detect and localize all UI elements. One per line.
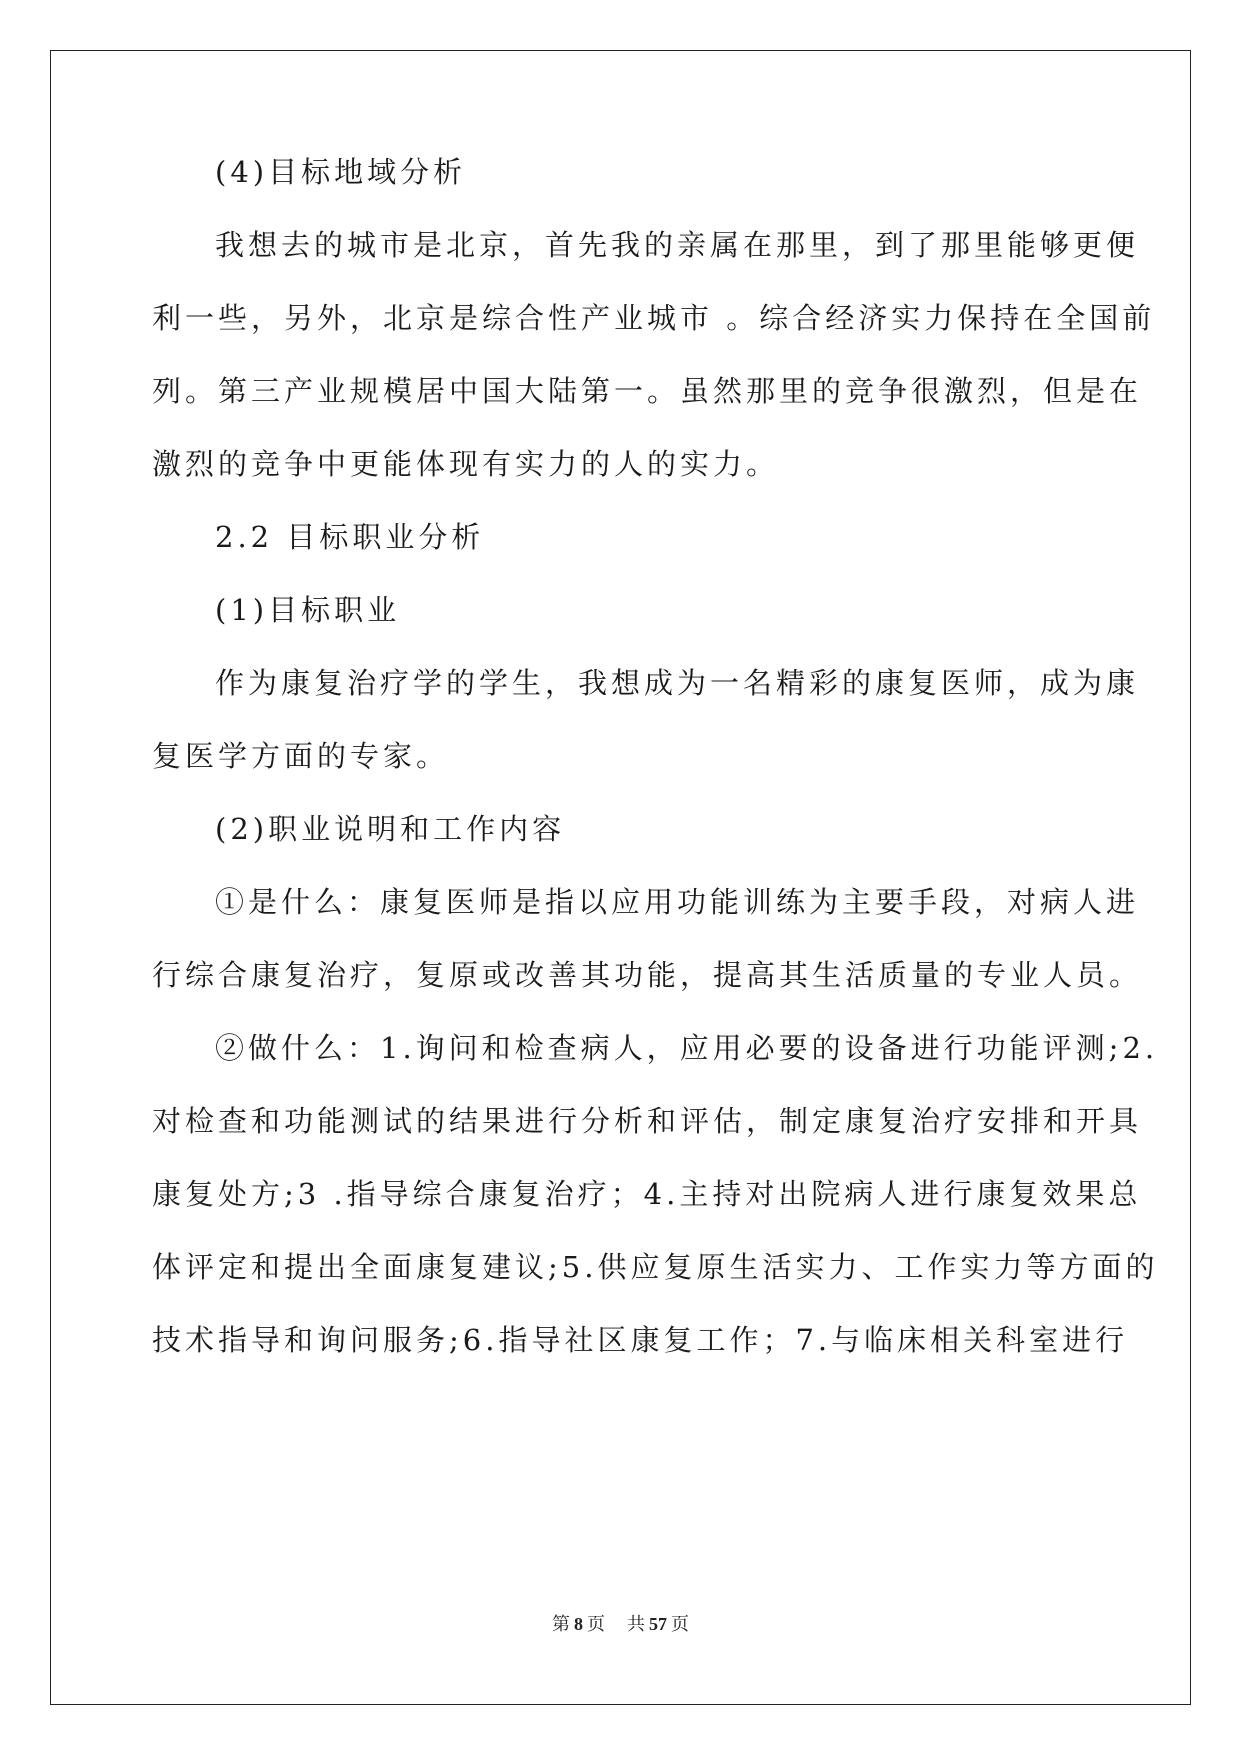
paragraph-line: 作为康复治疗学的学生，我想成为一名精彩的康复医师，成为康 <box>215 666 1140 700</box>
heading-target-region: (4)目标地域分析 <box>215 155 467 189</box>
paragraph-line: ②做什么：1.询问和检查病人，应用必要的设备进行功能评测;2. <box>215 1031 1159 1065</box>
subheading-job-description: (2)职业说明和工作内容 <box>215 812 566 846</box>
total-pages-number: 57 <box>649 1614 667 1634</box>
paragraph-line: ①是什么：康复医师是指以应用功能训练为主要手段，对病人进 <box>215 885 1140 919</box>
page-footer <box>0 1612 1241 1636</box>
paragraph-line: 列。第三产业规模居中国大陆第一。虽然那里的竞争很激烈，但是在 <box>152 374 1143 408</box>
paragraph-line: 技术指导和询问服务;6.指导社区康复工作；7.与临床相关科室进行 <box>152 1323 1129 1357</box>
footer-total-suffix: 页 <box>671 1614 689 1634</box>
paragraph-line: 复医学方面的专家。 <box>152 739 450 773</box>
paragraph-line: 利一些，另外，北京是综合性产业城市 。综合经济实力保持在全国前 <box>152 301 1156 335</box>
subheading-target-career: (1)目标职业 <box>215 593 401 627</box>
footer-page-suffix: 页 <box>587 1614 605 1634</box>
paragraph-line: 我想去的城市是北京，首先我的亲属在那里，到了那里能够更便 <box>215 228 1140 262</box>
paragraph-line: 体评定和提出全面康复建议;5.供应复原生活实力、工作实力等方面的 <box>152 1250 1159 1284</box>
footer-prefix: 第 <box>552 1614 570 1634</box>
paragraph-line: 行综合康复治疗，复原或改善其功能，提高其生活质量的专业人员。 <box>152 958 1143 992</box>
paragraph-line: 激烈的竞争中更能体现有实力的人的实力。 <box>152 447 780 481</box>
current-page-number: 8 <box>574 1614 583 1634</box>
paragraph-line: 康复处方;3 .指导综合康复治疗；4.主持对出院病人进行康复效果总 <box>152 1177 1142 1211</box>
paragraph-line: 对检查和功能测试的结果进行分析和评估，制定康复治疗安排和开具 <box>152 1104 1143 1138</box>
section-heading: 2.2 目标职业分析 <box>215 520 485 554</box>
footer-total-prefix: 共 <box>627 1614 645 1634</box>
